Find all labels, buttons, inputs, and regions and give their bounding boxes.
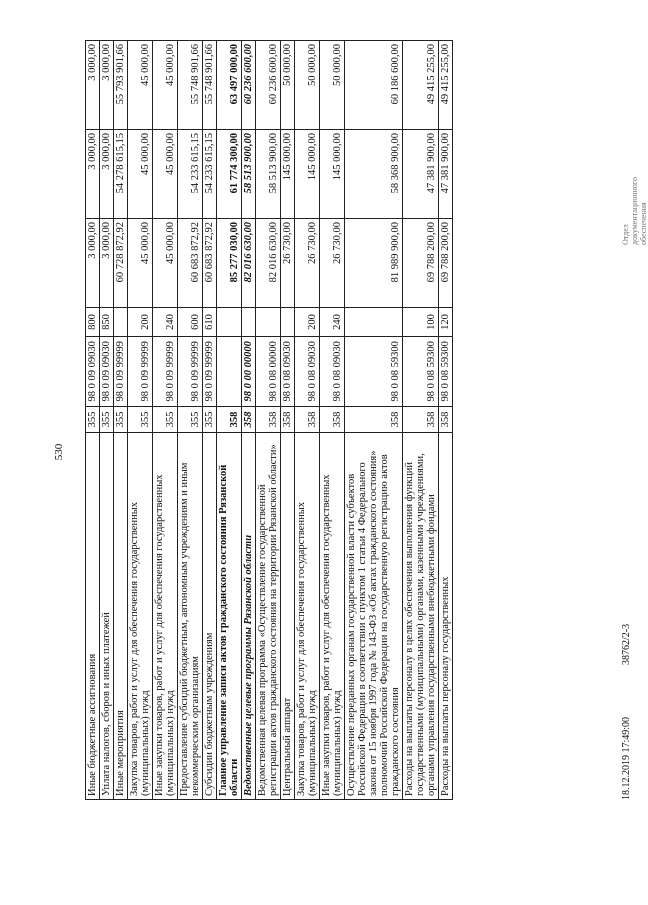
table-row xyxy=(295,41,320,800)
row-grbs: 358 xyxy=(256,406,281,433)
row-expense-type: 610 xyxy=(203,307,217,336)
row-grbs: 355 xyxy=(203,406,217,433)
row-amount-year1: 26 730,00 xyxy=(281,219,295,308)
row-amount-year3: 60 236 600,00 xyxy=(256,41,281,130)
row-amount-year1: 81 989 900,00 xyxy=(345,219,403,308)
row-target-code: 98 0 09 09030 xyxy=(100,336,114,406)
row-expense-type: 200 xyxy=(128,307,153,336)
row-amount-year2: 61 774 300,00 xyxy=(217,130,242,219)
row-grbs: 358 xyxy=(345,406,403,433)
row-name: Центральный аппарат xyxy=(281,433,295,800)
row-name: Осуществление переданных органам государственной власти субъектов Российской Федерации в соответствии с пунктом 1 статьи 4 Федерального закона от 15 ноября 1997 года № 143-ФЗ «Об актах гражданского состояния» полномочий Российской Федерации на государственную регистрацию актов гражданского состояния xyxy=(345,433,403,800)
table-row xyxy=(153,41,178,800)
row-expense-type: 120 xyxy=(439,307,453,336)
row-target-code: 98 0 08 59300 xyxy=(439,336,453,406)
row-amount-year1: 60 728 872,92 xyxy=(114,219,128,308)
table-row xyxy=(203,41,217,800)
row-amount-year3: 50 000,00 xyxy=(281,41,295,130)
row-grbs: 355 xyxy=(100,406,114,433)
row-expense-type xyxy=(114,307,128,336)
row-amount-year3: 60 186 600,00 xyxy=(345,41,403,130)
row-amount-year1: 45 000,00 xyxy=(128,219,153,308)
row-amount-year3: 55 748 901,66 xyxy=(178,41,203,130)
row-expense-type xyxy=(217,307,242,336)
row-amount-year2: 54 278 615,15 xyxy=(114,130,128,219)
row-grbs: 358 xyxy=(242,406,256,433)
table-row xyxy=(403,41,439,800)
row-amount-year1: 3 000,00 xyxy=(86,219,100,308)
row-amount-year3: 3 000,00 xyxy=(100,41,114,130)
row-name: Уплата налогов, сборов и иных платежей xyxy=(100,433,114,800)
row-expense-type xyxy=(345,307,403,336)
row-amount-year3: 50 000,00 xyxy=(320,41,345,130)
row-amount-year1: 60 683 872,92 xyxy=(203,219,217,308)
row-amount-year2: 58 513 900,00 xyxy=(256,130,281,219)
row-expense-type: 600 xyxy=(178,307,203,336)
row-amount-year2: 47 381 900,00 xyxy=(403,130,439,219)
row-expense-type: 240 xyxy=(320,307,345,336)
row-target-code: 98 0 08 00000 xyxy=(256,336,281,406)
row-target-code: 98 0 08 59300 xyxy=(403,336,439,406)
row-amount-year2: 145 000,00 xyxy=(295,130,320,219)
row-amount-year3: 63 497 000,00 xyxy=(217,41,242,130)
table-row xyxy=(320,41,345,800)
department-note: Отдел документационного обеспечения xyxy=(621,177,648,245)
row-name: Предоставление субсидий бюджетным, автономным учреждениям и иным некоммерческим организациям xyxy=(178,433,203,800)
landscape-sheet xyxy=(85,40,648,800)
row-amount-year1: 69 788 200,00 xyxy=(403,219,439,308)
row-expense-type xyxy=(256,307,281,336)
row-name: Иные закупки товаров, работ и услуг для обеспечения государственных (муниципальных) нужд xyxy=(153,433,178,800)
table-row xyxy=(242,41,256,800)
row-target-code: 98 0 09 09030 xyxy=(86,336,100,406)
row-amount-year1: 69 788 200,00 xyxy=(439,219,453,308)
table-row xyxy=(256,41,281,800)
row-grbs: 358 xyxy=(403,406,439,433)
row-target-code: 98 0 09 99999 xyxy=(203,336,217,406)
row-target-code: 98 0 09 99999 xyxy=(128,336,153,406)
row-grbs: 355 xyxy=(178,406,203,433)
budget-table xyxy=(85,40,453,800)
table-row xyxy=(128,41,153,800)
budget-table-body xyxy=(86,41,453,800)
rotated-page-container xyxy=(85,40,648,800)
row-expense-type: 240 xyxy=(153,307,178,336)
row-amount-year1: 26 730,00 xyxy=(295,219,320,308)
row-amount-year2: 3 000,00 xyxy=(86,130,100,219)
row-name: Главное управление записи актов гражданского состояния Рязанской области xyxy=(217,433,242,800)
row-target-code: 98 0 09 99999 xyxy=(114,336,128,406)
row-name: Ведомственные целевые программы Рязанской области xyxy=(242,433,256,800)
row-target-code: 98 0 08 59300 xyxy=(345,336,403,406)
table-row xyxy=(439,41,453,800)
row-target-code: 98 0 00 00000 xyxy=(242,336,256,406)
row-expense-type: 800 xyxy=(86,307,100,336)
row-amount-year1: 26 730,00 xyxy=(320,219,345,308)
row-target-code: 98 0 09 99999 xyxy=(178,336,203,406)
row-amount-year3: 55 748 901,66 xyxy=(203,41,217,130)
row-name: Закупка товаров, работ и услуг для обеспечения государственных (муниципальных) нужд xyxy=(128,433,153,800)
row-name: Субсидии бюджетным учреждениям xyxy=(203,433,217,800)
row-target-code: 98 0 08 09030 xyxy=(320,336,345,406)
row-amount-year3: 45 000,00 xyxy=(153,41,178,130)
row-amount-year3: 3 000,00 xyxy=(86,41,100,130)
row-expense-type xyxy=(281,307,295,336)
page-number: 530 xyxy=(53,443,65,461)
row-amount-year1: 82 016 630,00 xyxy=(242,219,256,308)
row-amount-year1: 85 277 030,00 xyxy=(217,219,242,308)
row-grbs: 355 xyxy=(86,406,100,433)
table-row xyxy=(178,41,203,800)
row-name: Закупка товаров, работ и услуг для обеспечения государственных (муниципальных) нужд xyxy=(295,433,320,800)
row-amount-year3: 60 236 600,00 xyxy=(242,41,256,130)
row-expense-type: 200 xyxy=(295,307,320,336)
row-target-code: 98 0 09 99999 xyxy=(153,336,178,406)
row-amount-year2: 54 233 615,15 xyxy=(203,130,217,219)
row-target-code: 98 0 08 09030 xyxy=(295,336,320,406)
row-amount-year1: 82 016 630,00 xyxy=(256,219,281,308)
row-expense-type xyxy=(242,307,256,336)
row-amount-year2: 45 000,00 xyxy=(153,130,178,219)
row-name: Иные мероприятия xyxy=(114,433,128,800)
row-target-code xyxy=(217,336,242,406)
row-grbs: 355 xyxy=(114,406,128,433)
row-amount-year3: 49 415 255,00 xyxy=(403,41,439,130)
row-name: Ведомственная целевая программа «Осуществление государственной регистрации актов гражданского состояния на территории Рязанской области» xyxy=(256,433,281,800)
row-grbs: 358 xyxy=(295,406,320,433)
table-row xyxy=(114,41,128,800)
table-row xyxy=(217,41,242,800)
table-row xyxy=(100,41,114,800)
row-grbs: 355 xyxy=(153,406,178,433)
row-name: Расходы на выплаты персоналу государственных xyxy=(439,433,453,800)
row-amount-year2: 145 000,00 xyxy=(281,130,295,219)
table-row xyxy=(86,41,100,800)
row-grbs: 355 xyxy=(128,406,153,433)
row-amount-year2: 47 381 900,00 xyxy=(439,130,453,219)
row-amount-year2: 54 233 615,15 xyxy=(178,130,203,219)
table-row xyxy=(345,41,403,800)
row-grbs: 358 xyxy=(320,406,345,433)
print-timestamp: 18.12.2019 17:49:00 xyxy=(621,716,632,800)
row-amount-year2: 58 513 900,00 xyxy=(242,130,256,219)
row-expense-type: 850 xyxy=(100,307,114,336)
row-amount-year1: 3 000,00 xyxy=(100,219,114,308)
row-name: Иные закупки товаров, работ и услуг для обеспечения государственных (муниципальных) нужд xyxy=(320,433,345,800)
row-amount-year1: 60 683 872,92 xyxy=(178,219,203,308)
row-grbs: 358 xyxy=(281,406,295,433)
row-name: Иные бюджетные ассигнования xyxy=(86,433,100,800)
document-number: 38762/2-3 xyxy=(621,623,632,665)
row-amount-year2: 58 368 900,00 xyxy=(345,130,403,219)
row-amount-year2: 45 000,00 xyxy=(128,130,153,219)
row-grbs: 358 xyxy=(217,406,242,433)
row-name: Расходы на выплаты персоналу в целях обеспечения выполнения функций государственными (муниципальными) органами, казенными учреждениями, органами управления государственными внебюджетными фондами xyxy=(403,433,439,800)
table-row xyxy=(281,41,295,800)
row-expense-type: 100 xyxy=(403,307,439,336)
row-grbs: 358 xyxy=(439,406,453,433)
row-amount-year3: 55 793 901,66 xyxy=(114,41,128,130)
row-amount-year3: 45 000,00 xyxy=(128,41,153,130)
row-target-code: 98 0 08 09030 xyxy=(281,336,295,406)
row-amount-year3: 50 000,00 xyxy=(295,41,320,130)
row-amount-year3: 49 415 255,00 xyxy=(439,41,453,130)
row-amount-year2: 3 000,00 xyxy=(100,130,114,219)
row-amount-year2: 145 000,00 xyxy=(320,130,345,219)
row-amount-year1: 45 000,00 xyxy=(153,219,178,308)
